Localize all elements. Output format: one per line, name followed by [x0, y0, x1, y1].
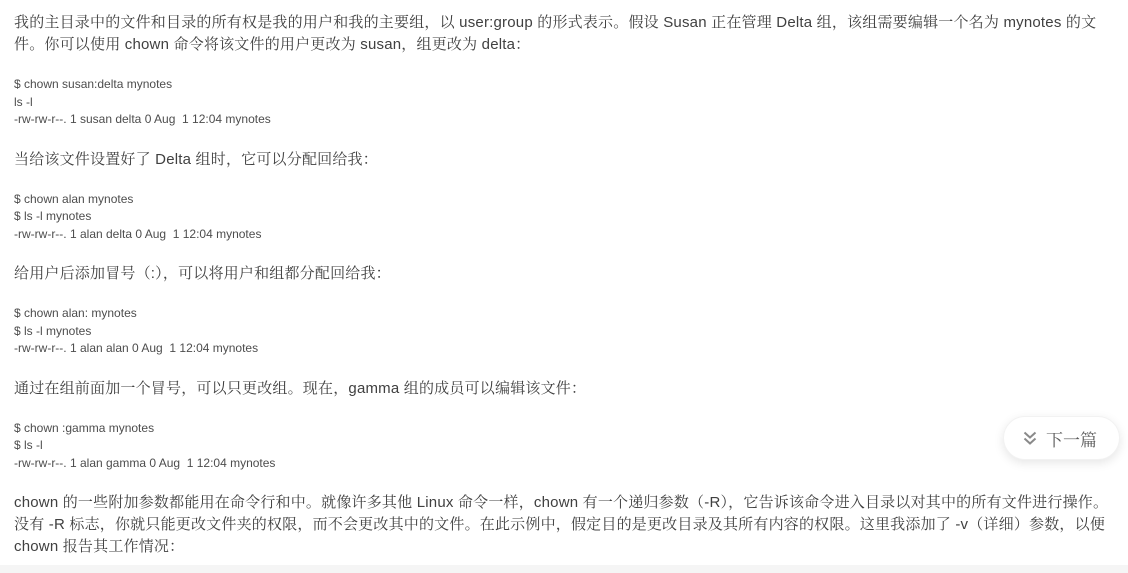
code-line: -rw-rw-r--. 1 alan delta 0 Aug 1 12:04 mynotes — [14, 226, 262, 241]
code-block-chown-alan-colon — [14, 305, 1114, 358]
code-line: $ chown :gamma mynotes — [14, 420, 155, 435]
next-article-button[interactable] — [1003, 416, 1120, 460]
code-line: -rw-rw-r--. 1 susan delta 0 Aug 1 12:04 mynotes — [14, 112, 271, 126]
code-line: $ chown alan mynotes — [14, 191, 134, 206]
code-line: $ chown alan: mynotes — [14, 306, 137, 320]
paragraph-colon-before-group: 通过在组前面加一个冒号，可以只更改组。现在，gamma 组的成员可以编辑该文件： — [14, 379, 587, 397]
next-article-label: 下一篇 — [1046, 430, 1097, 450]
code-block-chown-gamma — [14, 420, 1114, 473]
code-line: -rw-rw-r--. 1 alan gamma 0 Aug 1 12:04 mynotes — [14, 455, 276, 470]
code-block-chown-alan — [14, 191, 1114, 244]
paragraph-recursive-flag: chown 的一些附加参数都能用在命令行和中。就像许多其他 Linux 命令一样，chown 有一个递归参数（-R），它告诉该命令进入目录以对其中的所有文件进行操作。没有 -R 标志，你就只能更改文件夹的权限，而不会更改其中的文件。在此示例中，假定目的是更改目录及其所有内容的权限。这里我添加了 -v（详细）参数，以便 chown 报告其工作情况： — [14, 494, 1109, 555]
code-line: -rw-rw-r--. 1 alan alan 0 Aug 1 12:04 mynotes — [14, 341, 259, 355]
code-block-chown-susan-delta — [14, 76, 1114, 129]
paragraph-colon-after-user: 给用户后添加冒号（:），可以将用户和组都分配回给我： — [14, 265, 391, 282]
code-line: $ ls -l — [14, 438, 43, 452]
double-chevron-down-icon — [1022, 429, 1038, 447]
code-line: $ chown susan:delta mynotes — [14, 77, 173, 91]
paragraph-delta-group-set: 当给该文件设置好了 Delta 组时，它可以分配回给我： — [14, 150, 378, 168]
paragraph-intro-ownership: 我的主目录中的文件和目录的所有权是我的用户和我的主要组，以 user:group 的形式表示。假设 Susan 正在管理 Delta 组，该组需要编辑一个名为 mynotes 的文件。你可以使用 chown 命令将该文件的用户更改为 susan，组更改为 delta： — [14, 14, 1097, 53]
code-line: $ ls -l mynotes — [14, 209, 92, 223]
partial-code-block-strip — [0, 565, 1128, 573]
code-line: $ ls -l mynotes — [14, 323, 92, 338]
code-line: ls -l — [14, 94, 33, 109]
